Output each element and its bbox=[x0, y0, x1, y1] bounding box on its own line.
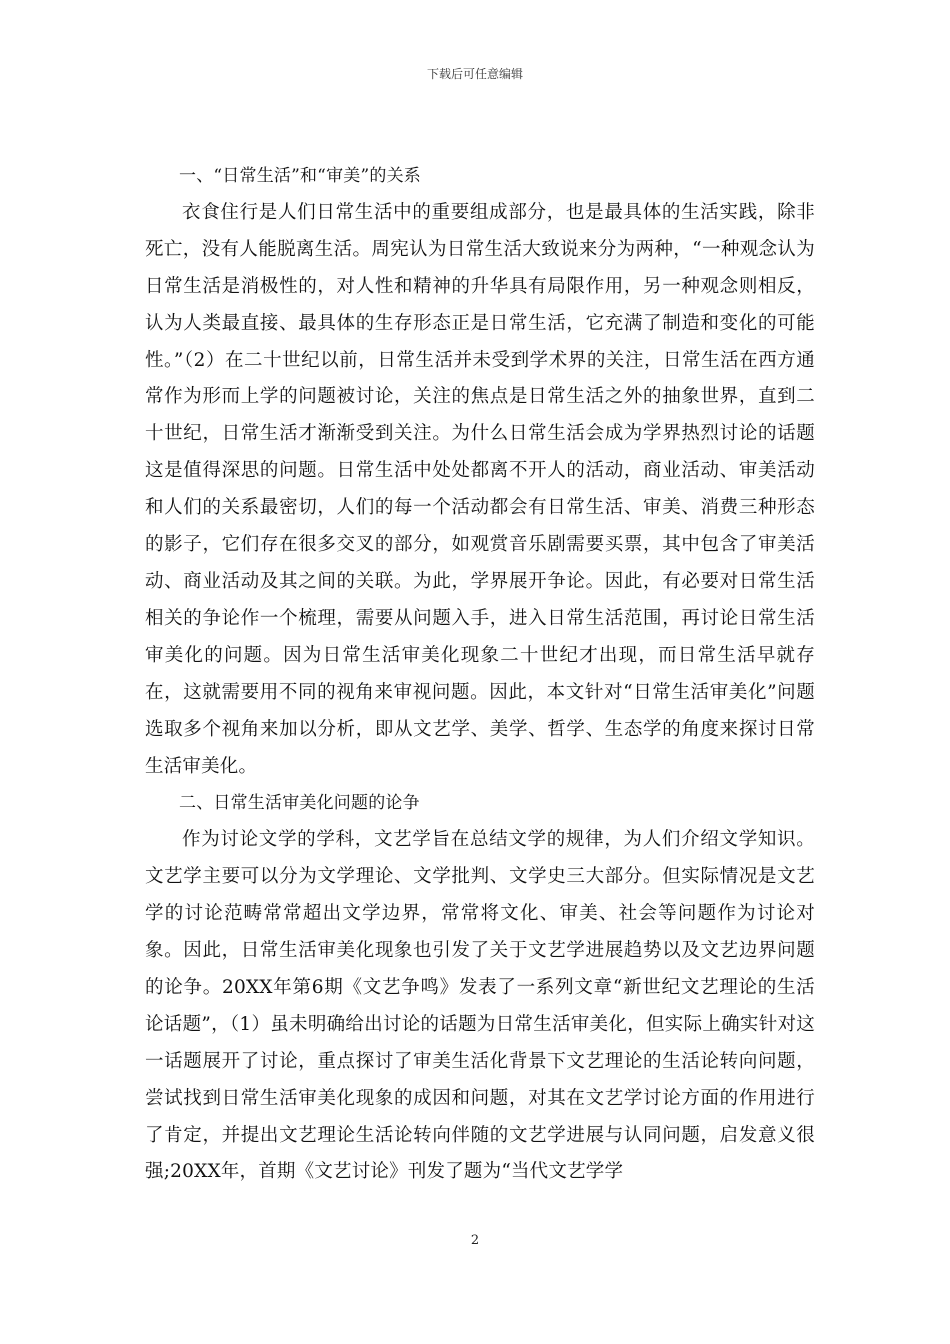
body-paragraph-2: 作为讨论文学的学科，文艺学旨在总结文学的规律，为人们介绍文学知识。文艺学主要可以分为文学理论、文学批判、文学史三大部分。但实际情况是文艺学的讨论范畴常常超出文学边界，常常将文化、审美、社会等问题作为讨论对象。因此，日常生活审美化现象也引发了关于文艺学进展趋势以及文艺边界问题的论争。20XX年第6期《文艺争鸣》发表了一系列文章“新世纪文艺理论的生活论话题”，（1）虽未明确给出讨论的话题为日常生活审美化，但实际上确实针对这一话题展开了讨论，重点探讨了审美生活化背景下文艺理论的生活论转向问题，尝试找到日常生活审美化现象的成因和问题，对其在文艺学讨论方面的作用进行了肯定，并提出文艺理论生活论转向伴随的文艺学进展与认同问题，启发意义很强;20XX年，首期《文艺讨论》刊发了题为“当代文艺学学 bbox=[145, 829, 815, 1183]
page-number: 2 bbox=[470, 1233, 480, 1248]
document-body bbox=[145, 158, 815, 1191]
page-header: 下载后可任意编辑 bbox=[426, 67, 523, 81]
section-heading-1: 一、“日常生活”和“审美”的关系 bbox=[179, 166, 421, 186]
body-paragraph-1: 衣食住行是人们日常生活中的重要组成部分，也是最具体的生活实践，除非死亡，没有人能脱离生活。周宪认为日常生活大致说来分为两种，“一种观念认为日常生活是消极性的，对人性和精神的升华具有局限作用，另一种观念则相反，认为人类最直接、最具体的生存形态正是日常生活，它充满了制造和变化的可能性。”（2）在二十世纪以前，日常生活并未受到学术界的关注，日常生活在西方通常作为形而上学的问题被讨论，关注的焦点是日常生活之外的抽象世界，直到二十世纪，日常生活才渐渐受到关注。为什么日常生活会成为学界热烈讨论的话题这是值得深思的问题。日常生活中处处都离不开人的活动，商业活动、审美活动和人们的关系最密切，人们的每一个活动都会有日常生活、审美、消费三种形态的影子，它们存在很多交叉的部分，如观赏音乐剧需要买票，其中包含了审美活动、商业活动及其之间的关联。为此，学界展开争论。因此，有必要对日常生活相关的争论作一个梳理，需要从问题入手，进入日常生活范围，再讨论日常生活审美化的问题。因为日常生活审美化现象二十世纪才出现，而日常生活早就存在，这就需要用不同的视角来审视问题。因此，本文针对“日常生活审美化”问题选取多个视角来加以分析，即从文艺学、美学、哲学、生态学的角度来探讨日常生活审美化。 bbox=[145, 201, 815, 777]
section-heading-2: 二、日常生活审美化问题的论争 bbox=[179, 793, 420, 814]
